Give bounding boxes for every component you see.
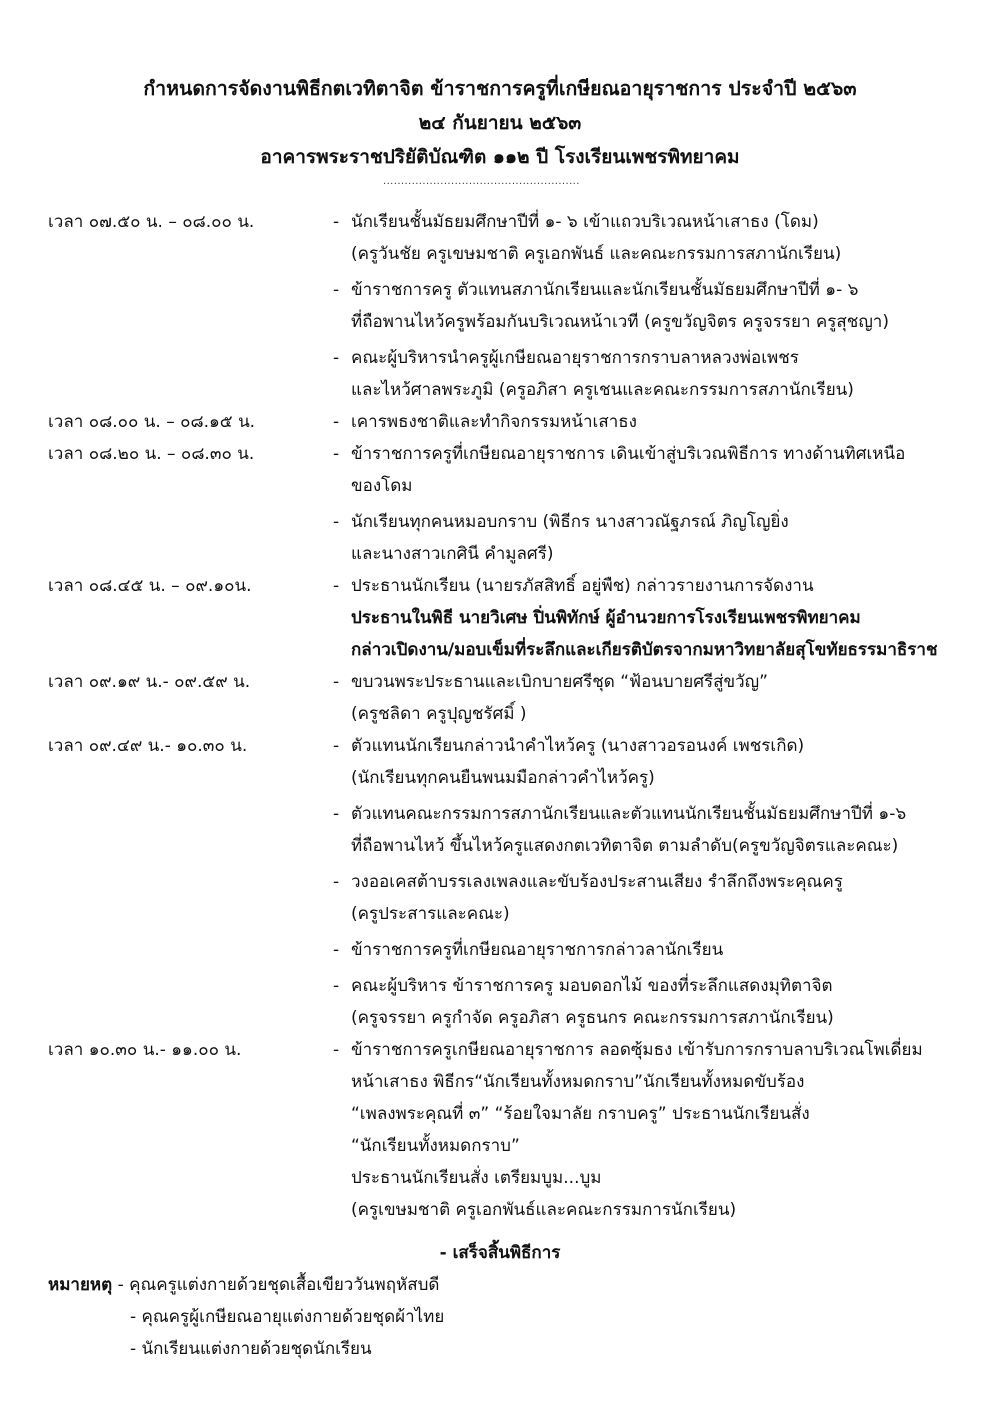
- schedule-slot: [0, 666, 1000, 730]
- remark-item: - คุณครูแต่งกายด้วยชุดเสื้อเขียววันพฤหัสบดี: [117, 1275, 440, 1295]
- item-line: ประธานนักเรียน (นายรภัสสิทธิ์ อยู่พืช) กล่าวรายงานการจัดงาน: [351, 576, 814, 596]
- item-line: ของโดม: [351, 476, 413, 496]
- item-line: ที่ถือพานไหว้ ขึ้นไหว้ครูแสดงกตเวทิตาจิต ตามลำดับ(ครูขวัญจิตรและคณะ): [351, 836, 899, 856]
- item-line: (ครูประสารและคณะ): [351, 904, 510, 924]
- schedule-slot: [0, 1034, 1000, 1226]
- item-line: หน้าเสาธง พิธีกร“นักเรียนทั้งหมดกราบ”นักเรียนทั้งหมดขับร้อง: [351, 1072, 805, 1092]
- schedule-item: [333, 730, 993, 794]
- bullet-dash: -: [333, 444, 340, 464]
- schedule-item: [333, 570, 993, 602]
- remarks-label: หมายหตุ: [48, 1275, 113, 1295]
- event-venue: อาคารพระราชปริยัติบัณฑิต ๑๑๒ ปี โรงเรียนเพชรพิทยาคม: [260, 146, 740, 168]
- schedule-slot: [0, 438, 1000, 570]
- bullet-dash: -: [333, 940, 340, 960]
- bullet-dash: -: [333, 348, 340, 368]
- item-line: คณะผู้บริหารนำครูผู้เกษียณอายุราชการกราบลาหลวงพ่อเพชร: [351, 348, 799, 368]
- item-line: (ครูวันชัย ครูเขษมชาติ ครูเอกพันธ์ และคณะกรรมการสภานักเรียน): [351, 244, 842, 264]
- slot-time: เวลา ๐๘.๒๐ น. – ๐๘.๓๐ น.: [48, 444, 255, 464]
- schedule-item-bold: [333, 602, 993, 666]
- item-line: เคารพธงชาติและทำกิจกรรมหน้าเสาธง: [351, 412, 637, 432]
- bullet-dash: -: [333, 804, 340, 824]
- item-line: ตัวแทนคณะกรรมการสภานักเรียนและตัวแทนนักเรียนชั้นมัธยมศึกษาปีที่ ๑-๖: [351, 804, 907, 824]
- slot-time: เวลา ๐๘.๐๐ น. – ๐๘.๑๕ น.: [48, 412, 256, 432]
- closing-line: - เสร็จสิ้นพิธีการ: [439, 1243, 561, 1263]
- schedule-item: [333, 342, 993, 406]
- schedule-item: [333, 1034, 993, 1226]
- schedule-item: [333, 506, 993, 570]
- slot-time: เวลา ๐๙.๔๙ น.- ๑๐.๓๐ น.: [48, 736, 248, 756]
- item-line: ที่ถือพานไหว้ครูพร้อมกันบริเวณหน้าเวที (ครูขวัญจิตร ครูจรรยา ครูสุชญา): [351, 312, 889, 332]
- bullet-dash: -: [333, 976, 340, 996]
- item-line: และนางสาวเกศินี คำมูลศรี): [351, 544, 554, 564]
- schedule-item: [333, 866, 993, 930]
- bullet-dash: -: [333, 280, 340, 300]
- dotted-separator: .......................................................: [383, 176, 580, 187]
- schedule-slot: [0, 570, 1000, 666]
- document-header: [0, 72, 1000, 174]
- slot-time: เวลา ๐๙.๑๙ น.- ๐๙.๕๙ น.: [48, 672, 251, 692]
- bold-line: กล่าวเปิดงาน/มอบเข็มที่ระลึกและเกียรติบัตรจากมหาวิทยาลัยสุโขทัยธรรมาธิราช: [351, 640, 938, 660]
- schedule-item: [333, 934, 993, 966]
- schedule-item: [333, 274, 993, 338]
- item-line: ขบวนพระประธานและเบิกบายศรีชุด “ฟ้อนบายศรีสู่ขวัญ”: [351, 672, 768, 692]
- item-line: วงออเคสต้าบรรเลงเพลงและขับร้องประสานเสียง รำลึกถึงพระคุณครู: [351, 872, 843, 892]
- schedule-item: [333, 666, 993, 730]
- item-line: นักเรียนชั้นมัธยมศึกษาปีที่ ๑- ๖ เข้าแถวบริเวณหน้าเสาธง (โดม): [351, 212, 819, 232]
- item-line: ตัวแทนนักเรียนกล่าวนำคำไหว้ครู (นางสาวอรอนงค์ เพชรเกิด): [351, 736, 805, 756]
- slot-time: เวลา ๐๘.๔๕ น. – ๐๙.๑๐น.: [48, 576, 252, 596]
- bullet-dash: -: [333, 872, 340, 892]
- schedule-item: [333, 970, 993, 1034]
- item-line: “นักเรียนทั้งหมดกราบ”: [351, 1136, 520, 1156]
- item-line: “เพลงพระคุณที่ ๓” “ร้อยใจมาลัย กราบครู” ประธานนักเรียนสั่ง: [351, 1104, 810, 1124]
- schedule-slot: [0, 730, 1000, 1034]
- item-line: (ครูจรรยา ครูกำจัด ครูอภิสา ครูธนกร คณะกรรมการสภานักเรียน): [351, 1008, 834, 1028]
- schedule-slot: [0, 406, 1000, 438]
- item-line: (ครูชลิดา ครูปุญชรัศมิ์ ): [351, 704, 527, 724]
- event-date: ๒๔ กันยายน ๒๕๖๓: [418, 112, 582, 134]
- bullet-dash: -: [333, 1040, 340, 1060]
- bold-line: ประธานในพิธี นายวิเศษ ปิ่นพิทักษ์ ผู้อำนวยการโรงเรียนเพชรพิทยาคม: [351, 608, 861, 628]
- item-line: (ครูเขษมชาติ ครูเอกพันธ์และคณะกรรมการนักเรียน): [351, 1200, 737, 1220]
- slot-time: เวลา ๐๗.๕๐ น. – ๐๘.๐๐ น.: [48, 212, 255, 232]
- item-line: ข้าราชการครูที่เกษียณอายุราชการกล่าวลานักเรียน: [351, 940, 724, 960]
- item-line: คณะผู้บริหาร ข้าราชการครู มอบดอกไม้ ของที่ระลึกแสดงมุทิตาจิต: [351, 976, 833, 996]
- schedule-item: [333, 206, 993, 270]
- remark-item: - คุณครูผู้เกษียณอายุแต่งกายด้วยชุดผ้าไทย: [130, 1307, 445, 1327]
- item-line: ข้าราชการครูที่เกษียณอายุราชการ เดินเข้าสู่บริเวณพิธีการ ทางด้านทิศเหนือ: [351, 444, 906, 464]
- bullet-dash: -: [333, 412, 340, 432]
- schedule-item: [333, 438, 993, 502]
- bullet-dash: -: [333, 576, 340, 596]
- bullet-dash: -: [333, 512, 340, 532]
- item-line: และไหว้ศาลพระภูมิ (ครูอภิสา ครูเชนและคณะกรรมการสภานักเรียน): [351, 380, 854, 400]
- item-line: ประธานนักเรียนสั่ง เตรียมบูม...บูม: [351, 1168, 602, 1188]
- remarks-section: [48, 1269, 444, 1365]
- item-line: ข้าราชการครูเกษียณอายุราชการ ลอดซุ้มธง เข้ารับการกราบลาบริเวณโพเดี่ยม: [351, 1040, 923, 1060]
- bullet-dash: -: [333, 212, 340, 232]
- schedule-item: [333, 798, 993, 862]
- item-line: ข้าราชการครู ตัวแทนสภานักเรียนและนักเรียนชั้นมัธยมศึกษาปีที่ ๑- ๖: [351, 280, 859, 300]
- schedule-list: [0, 206, 1000, 1226]
- schedule-slot: [0, 206, 1000, 406]
- schedule-item: [333, 406, 993, 438]
- remark-item: - นักเรียนแต่งกายด้วยชุดนักเรียน: [130, 1339, 372, 1359]
- item-line: (นักเรียนทุกคนยืนพนมมือกล่าวคำไหว้ครู): [351, 768, 655, 788]
- bullet-dash: -: [333, 736, 340, 756]
- slot-time: เวลา ๑๐.๓๐ น.- ๑๑.๐๐ น.: [48, 1040, 242, 1060]
- document-title: กำหนดการจัดงานพิธีกตเวทิตาจิต ข้าราชการครูที่เกษียณอายุราชการ ประจำปี ๒๕๖๓: [143, 77, 857, 100]
- bullet-dash: -: [333, 672, 340, 692]
- item-line: นักเรียนทุกคนหมอบกราบ (พิธีกร นางสาวณัฐภรณ์ ภิญโญยิ่ง: [351, 512, 789, 532]
